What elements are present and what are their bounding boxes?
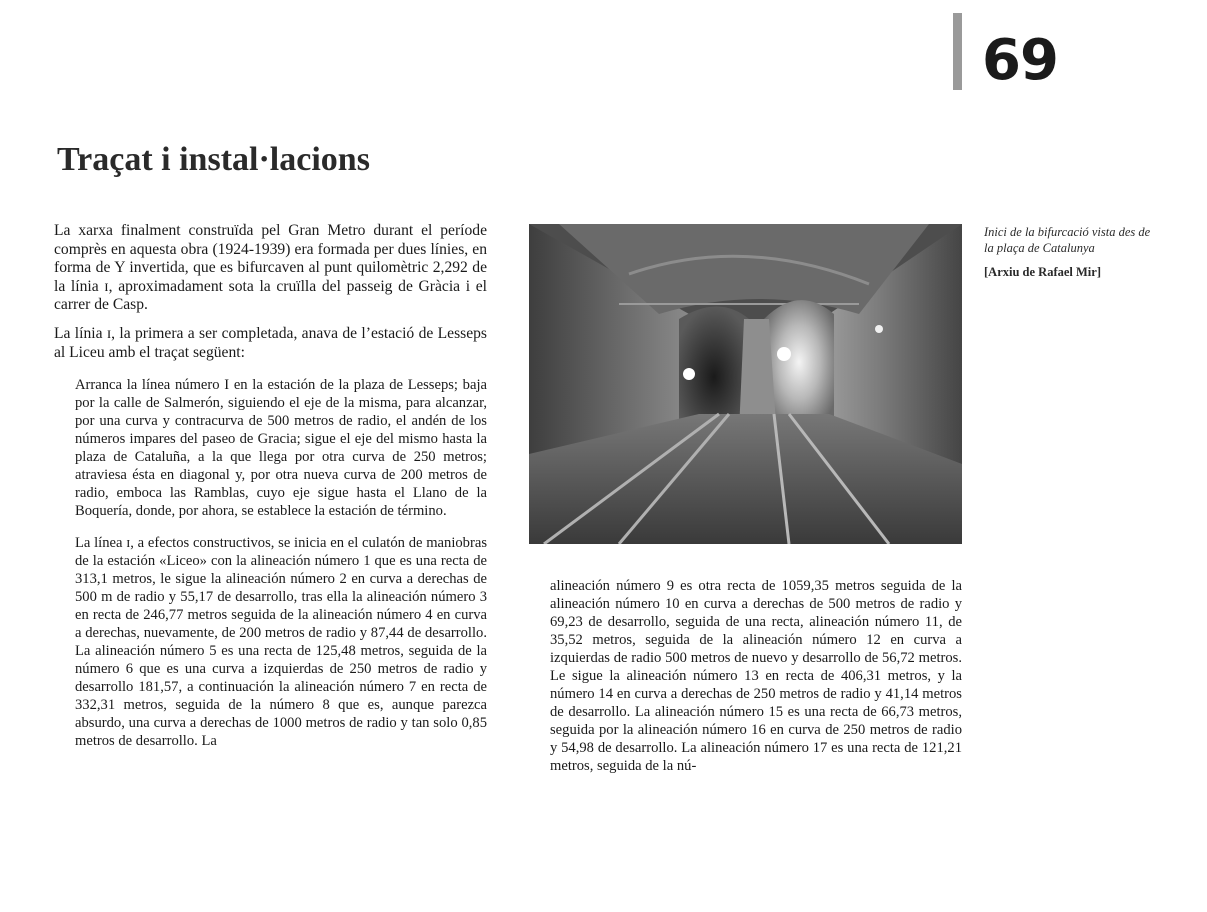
tunnel-photo	[529, 224, 962, 544]
quote-paragraph-3: alineación número 9 es otra recta de 1059,35 metros seguida de la alineación número 10 en curva a derechas de 500 metros de radio y 69,23 de desarrollo, seguida de una recta, alineación número 11, de 35,52 metros, seguida de la alineación número 12 en curva a izquierdas de radio 500 metros de nuevo y desarrollo de 56,72 metros. Le sigue la alineación número 13 en recta de 406,31 metros, y la número 14 en curva a derechas de 250 metros de radio y 41,14 metros de desarrollo. La alineación número 15 es una recta de 66,73 metros, seguida por la alineación número 16 en curva de 250 metros de radio y 54,98 de desarrollo. La alineación número 17 es una recta de 121,21 metros, seguida de la nú-	[550, 578, 962, 774]
right-text-column	[550, 577, 962, 789]
intro-paragraph-2: La línia ɪ, la primera a ser completada, anava de l’estació de Lesseps al Liceu amb el traçat següent:	[54, 324, 487, 361]
quoted-description	[75, 376, 487, 750]
left-text-column	[54, 222, 487, 764]
photo-caption	[984, 224, 1159, 280]
caption-credit: [Arxiu de Rafael Mir]	[984, 265, 1101, 279]
page-number: 69	[982, 28, 1058, 93]
intro-paragraph-1: La xarxa finalment construïda pel Gran Metro durant el període comprès en aquesta obra (1924-1939) era formada per dues línies, en forma de Y invertida, que es bifurcaven al punt quilomètric 2,292 de la línia ɪ, aproximadament sota la cruïlla del passeig de Gràcia i el carrer de Casp.	[54, 222, 487, 314]
caption-text: Inici de la bifurcació vista des de la plaça de Catalunya	[984, 225, 1151, 255]
quote-paragraph-2: La línea ɪ, a efectos constructivos, se inicia en el culatón de maniobras de la estación «Liceo» con la alineación número 1 que es una recta de 313,1 metros, le sigue la alineación número 2 en curva a derechas de 500 m de radio y 55,17 de desarrollo, tras ella la alineación número 3 en recta de 246,77 metros seguida de la alineación número 4 en curva a derechas, nuevamente, de 200 metros de radio y 87,44 de desarrollo. La alineación número 5 es una recta de 125,48 metros, seguida de la número 6 que es una curva a izquierdas de 250 metros de radio y desarrollo 181,57, a continuación la alineación número 7 en recta de 332,31 metros, seguida de la número 8 que es, aunque parezca absurdo, una curva a derechas de 1000 metros de radio y tan solo 0,85 metros de desarrollo. La	[75, 535, 487, 750]
section-title: Traçat i instal·lacions	[57, 141, 370, 178]
quote-paragraph-1: Arranca la línea número I en la estación de la plaza de Lesseps; baja por la calle de Salmerón, siguiendo el eje de la misma, para alcanzar, por una curva y contracurva de 500 metros de radio, el andén de los números impares del paseo de Gracia; sigue el eje del mismo hasta la plaza de Cataluña, a la que llega por otra curva de 250 metros; atraviesa ésta en diagonal y, por otra nueva curva de 200 metros de radio, emboca las Ramblas, cuyo eje sigue hasta el Llano de la Boquería, donde, por ahora, se establece la estación de término.	[75, 377, 487, 520]
page-number-bar	[953, 13, 962, 90]
